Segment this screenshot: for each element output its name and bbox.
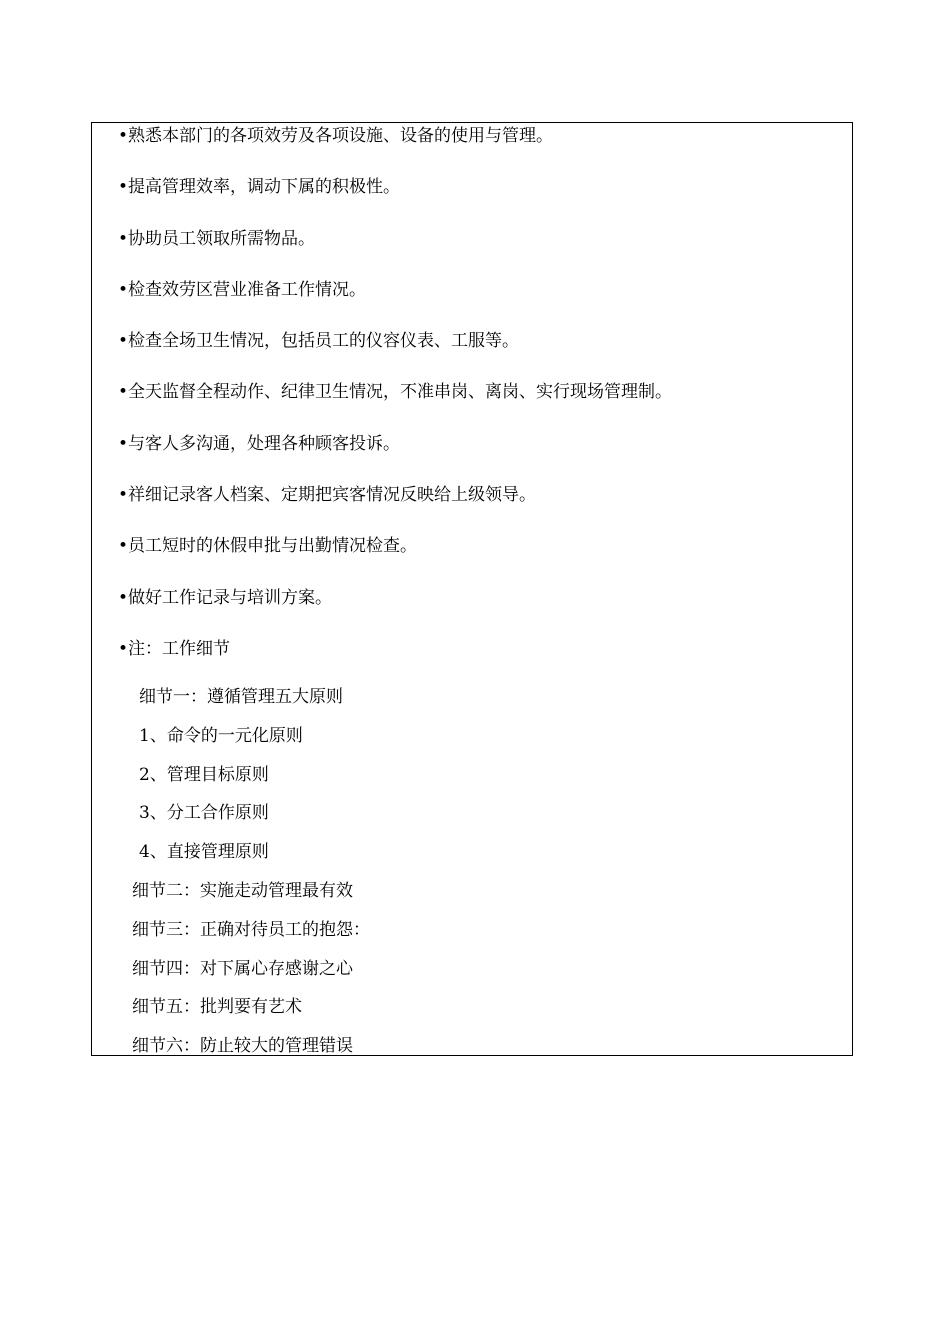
duty-text: 提高管理效率，调动下属的积极性。 — [128, 177, 400, 198]
bullet-icon: • — [118, 126, 129, 146]
duty-text: 祥细记录客人档案、定期把宾客情况反映给上级领导。 — [128, 485, 536, 506]
duty-bullet-list — [118, 123, 672, 687]
detail-item: 细节六：防止较大的管理错误 — [132, 1036, 353, 1056]
duty-bullet-item — [118, 431, 672, 482]
bullet-icon: • — [118, 485, 129, 506]
note-heading-text: 注：工作细节 — [128, 638, 230, 659]
bullet-icon: • — [118, 638, 129, 659]
bullet-icon: • — [118, 536, 129, 557]
detail-item: 细节一：遵循管理五大原则 — [139, 687, 343, 707]
bullet-icon: • — [118, 177, 129, 198]
duty-text: 员工短时的休假申批与出勤情况检查。 — [128, 536, 417, 557]
bullet-icon: • — [118, 587, 129, 608]
bullet-icon: • — [118, 228, 129, 249]
duty-text: 与客人多沟通，处理各种顾客投诉。 — [128, 433, 400, 454]
detail-item: 细节二：实施走动管理最有效 — [132, 880, 353, 901]
duty-bullet-item — [118, 482, 672, 533]
duty-bullet-item — [118, 533, 672, 584]
principle-item: 3、分工合作原则 — [139, 803, 269, 824]
note-heading — [118, 636, 672, 687]
bullet-icon: • — [118, 382, 129, 403]
duty-bullet-item — [118, 585, 672, 636]
duty-bullet-item — [118, 123, 672, 174]
principle-item: 2、管理目标原则 — [139, 764, 269, 785]
work-detail-list — [132, 683, 370, 1056]
document-table-cell — [91, 122, 853, 1056]
duty-bullet-item — [118, 379, 672, 430]
detail-item: 细节五：批判要有艺术 — [132, 997, 302, 1018]
bullet-icon: • — [118, 331, 129, 352]
detail-item: 细节四：对下属心存感谢之心 — [132, 958, 353, 979]
detail-item: 细节三：正确对待员工的抱怨： — [132, 919, 370, 940]
duty-text: 检查全场卫生情况，包括员工的仪容仪表、工服等。 — [128, 331, 519, 352]
bullet-icon: • — [118, 433, 129, 454]
duty-text: 做好工作记录与培训方案。 — [128, 587, 332, 608]
duty-bullet-item — [118, 277, 672, 328]
duty-text: 检查效劳区营业准备工作情况。 — [128, 279, 366, 300]
duty-bullet-item — [118, 174, 672, 225]
duty-bullet-item — [118, 226, 672, 277]
duty-text: 全天监督全程动作、纪律卫生情况，不准串岗、离岗、实行现场管理制。 — [128, 382, 672, 403]
duty-text: 熟悉本部门的各项效劳及各项设施、设备的使用与管理。 — [128, 126, 553, 146]
principle-item: 1、命令的一元化原则 — [139, 725, 303, 746]
bullet-icon: • — [118, 279, 129, 300]
duty-bullet-item — [118, 328, 672, 379]
principle-item: 4、直接管理原则 — [139, 842, 269, 863]
duty-text: 协助员工领取所需物品。 — [128, 228, 315, 249]
